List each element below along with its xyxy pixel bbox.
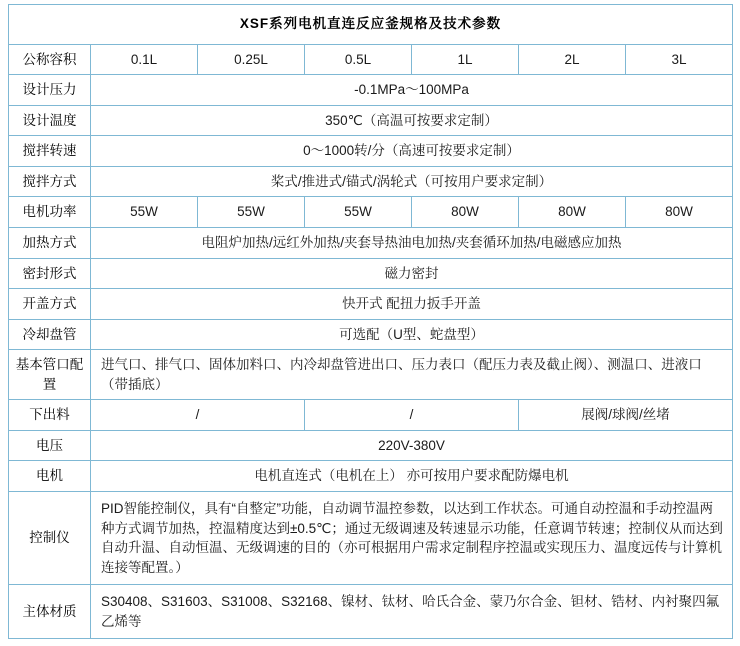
row-label-design-pressure: 设计压力 (9, 75, 91, 106)
motor-power-value-6: 80W (626, 197, 733, 228)
table-row (9, 461, 733, 492)
discharge-value-1: / (91, 400, 305, 431)
table-row (9, 136, 733, 167)
capacity-value-6: 3L (626, 44, 733, 75)
heating-type-value: 电阻炉加热/远红外加热/夹套导热油电加热/夹套循环加热/电磁感应加热 (91, 227, 733, 258)
table-row (9, 585, 733, 639)
cover-type-value: 快开式 配扭力扳手开盖 (91, 289, 733, 320)
stir-speed-value: 0～1000转/分（高速可按要求定制） (91, 136, 733, 167)
table-row (9, 350, 733, 400)
row-label-stir-speed: 搅拌转速 (9, 136, 91, 167)
table-row (9, 430, 733, 461)
table-row (9, 227, 733, 258)
capacity-value-2: 0.25L (198, 44, 305, 75)
motor-power-value-1: 55W (91, 197, 198, 228)
cooling-coil-value: 可选配（U型、蛇盘型） (91, 319, 733, 350)
table-row (9, 75, 733, 106)
row-label-controller: 控制仪 (9, 492, 91, 585)
controller-value: PID智能控制仪，具有“自整定”功能，自动调节温控参数，以达到工作状态。可通自动控温和手动控温两种方式调节加热，控温精度达到±0.5℃；通过无级调速及转速显示功能，任意调节转速；控制仪从而达到自动升温、自动恒温、无级调速的目的（亦可根据用户需求定制程序控温或实现压力、温度远传与计算机连接等配置。） (91, 492, 733, 585)
capacity-value-1: 0.1L (91, 44, 198, 75)
row-label-cooling-coil: 冷却盘管 (9, 319, 91, 350)
table-row (9, 258, 733, 289)
row-label-capacity: 公称容积 (9, 44, 91, 75)
motor-power-value-4: 80W (412, 197, 519, 228)
table-row (9, 289, 733, 320)
table-row (9, 319, 733, 350)
row-label-discharge: 下出料 (9, 400, 91, 431)
table-row (9, 400, 733, 431)
row-label-body-material: 主体材质 (9, 585, 91, 639)
specification-table (8, 4, 733, 639)
pipe-config-value: 进气口、排气口、固体加料口、内冷却盘管进出口、压力表口（配压力表及截止阀）、测温口、进液口（带插底） (91, 350, 733, 400)
row-label-motor: 电机 (9, 461, 91, 492)
motor-power-value-5: 80W (519, 197, 626, 228)
motor-value: 电机直连式（电机在上） 亦可按用户要求配防爆电机 (91, 461, 733, 492)
table-row (9, 492, 733, 585)
discharge-value-2: / (305, 400, 519, 431)
row-label-design-temperature: 设计温度 (9, 105, 91, 136)
seal-type-value: 磁力密封 (91, 258, 733, 289)
capacity-value-4: 1L (412, 44, 519, 75)
capacity-value-5: 2L (519, 44, 626, 75)
row-label-seal-type: 密封形式 (9, 258, 91, 289)
capacity-value-3: 0.5L (305, 44, 412, 75)
design-temperature-value: 350℃（高温可按要求定制） (91, 105, 733, 136)
table-row (9, 44, 733, 75)
design-pressure-value: -0.1MPa～100MPa (91, 75, 733, 106)
row-label-pipe-config: 基本管口配置 (9, 350, 91, 400)
table-row-title (9, 5, 733, 45)
stir-type-value: 桨式/推进式/锚式/涡轮式（可按用户要求定制） (91, 166, 733, 197)
table-row (9, 105, 733, 136)
page-title: XSF系列电机直连反应釜规格及技术参数 (9, 5, 733, 45)
row-label-stir-type: 搅拌方式 (9, 166, 91, 197)
table-row (9, 166, 733, 197)
motor-power-value-3: 55W (305, 197, 412, 228)
row-label-heating-type: 加热方式 (9, 227, 91, 258)
motor-power-value-2: 55W (198, 197, 305, 228)
row-label-cover-type: 开盖方式 (9, 289, 91, 320)
body-material-value: S30408、S31603、S31008、S32168、镍材、钛材、哈氏合金、蒙乃尔合金、钽材、锆材、内衬聚四氟乙烯等 (91, 585, 733, 639)
table-row (9, 197, 733, 228)
row-label-motor-power: 电机功率 (9, 197, 91, 228)
discharge-value-3: 展阀/球阀/丝堵 (519, 400, 733, 431)
row-label-voltage: 电压 (9, 430, 91, 461)
voltage-value: 220V-380V (91, 430, 733, 461)
